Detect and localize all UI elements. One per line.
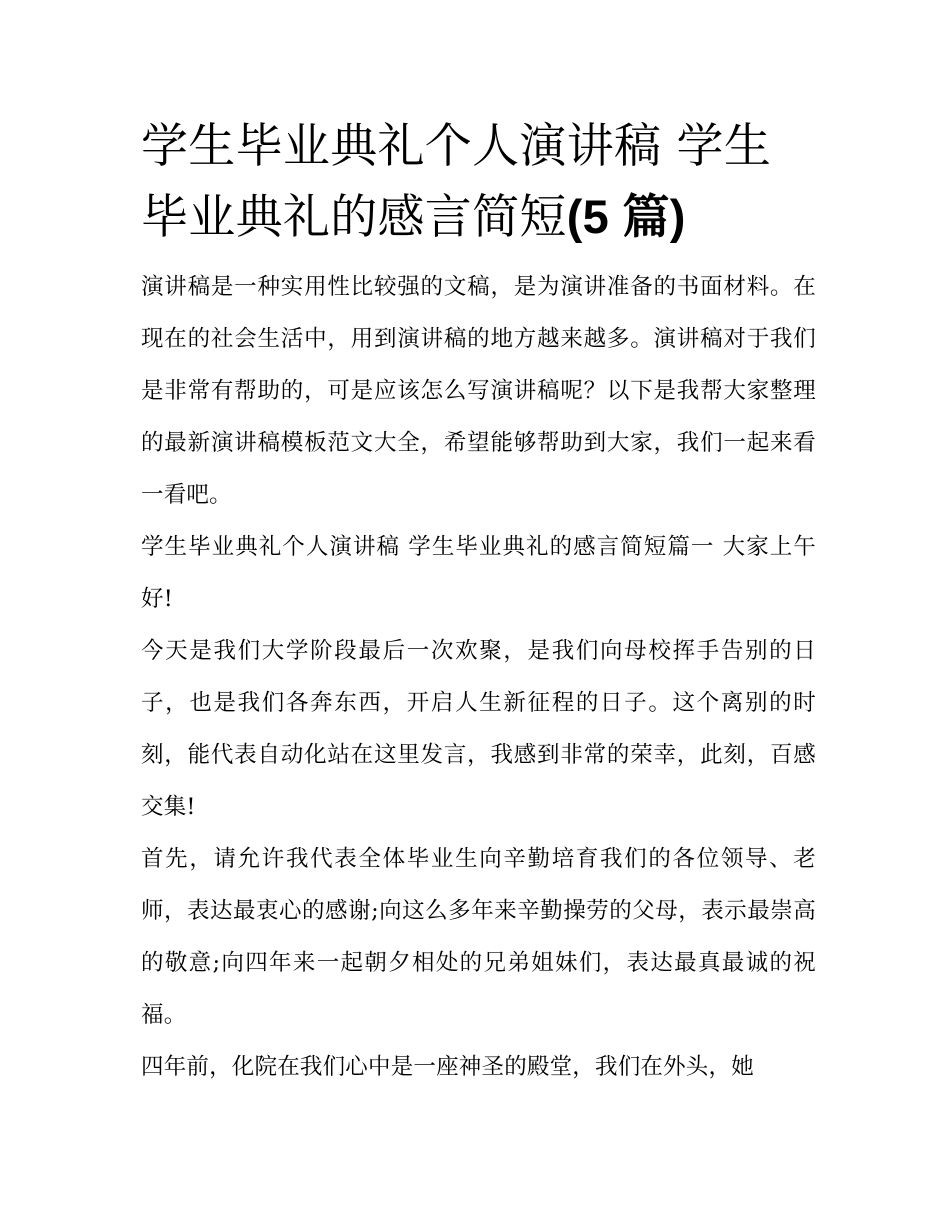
paragraph-four-years-ago: 四年前，化院在我们心中是一座神圣的殿堂，我们在外头，她 <box>141 1054 754 1080</box>
paragraph-heading-greeting: 学生毕业典礼个人演讲稿 学生毕业典礼的感言简短篇一 大家上午好! <box>141 534 816 612</box>
title-text: 学生毕业典礼个人演讲稿 学生毕业典礼的感言简短 <box>141 119 772 245</box>
paragraph-farewell: 今天是我们大学阶段最后一次欢聚，是我们向母校挥手告别的日子，也是我们各奔东西，开启人生新征程的日子。这个离别的时刻，能代表自动化站在这里发言，我感到非常的荣幸，此刻，百感交集! <box>141 638 816 820</box>
document-body <box>141 112 816 1093</box>
paragraph-thanks: 首先，请允许我代表全体毕业生向辛勤培育我们的各位领导、老师，表达最衷心的感谢;向这么多年来辛勤操劳的父母，表示最崇高的敬意;向四年来一起朝夕相处的兄弟姐妹们，表达最真最诚的祝福。 <box>141 846 816 1028</box>
paragraph-intro: 演讲稿是一种实用性比较强的文稿，是为演讲准备的书面材料。在现在的社会生活中，用到演讲稿的地方越来越多。演讲稿对于我们是非常有帮助的，可是应该怎么写演讲稿呢？以下是我帮大家整理的最新演讲稿模板范文大全，希望能够帮助到大家，我们一起来看一看吧。 <box>141 274 816 508</box>
title-count: (5 篇) <box>566 190 686 243</box>
document-title <box>141 112 816 253</box>
